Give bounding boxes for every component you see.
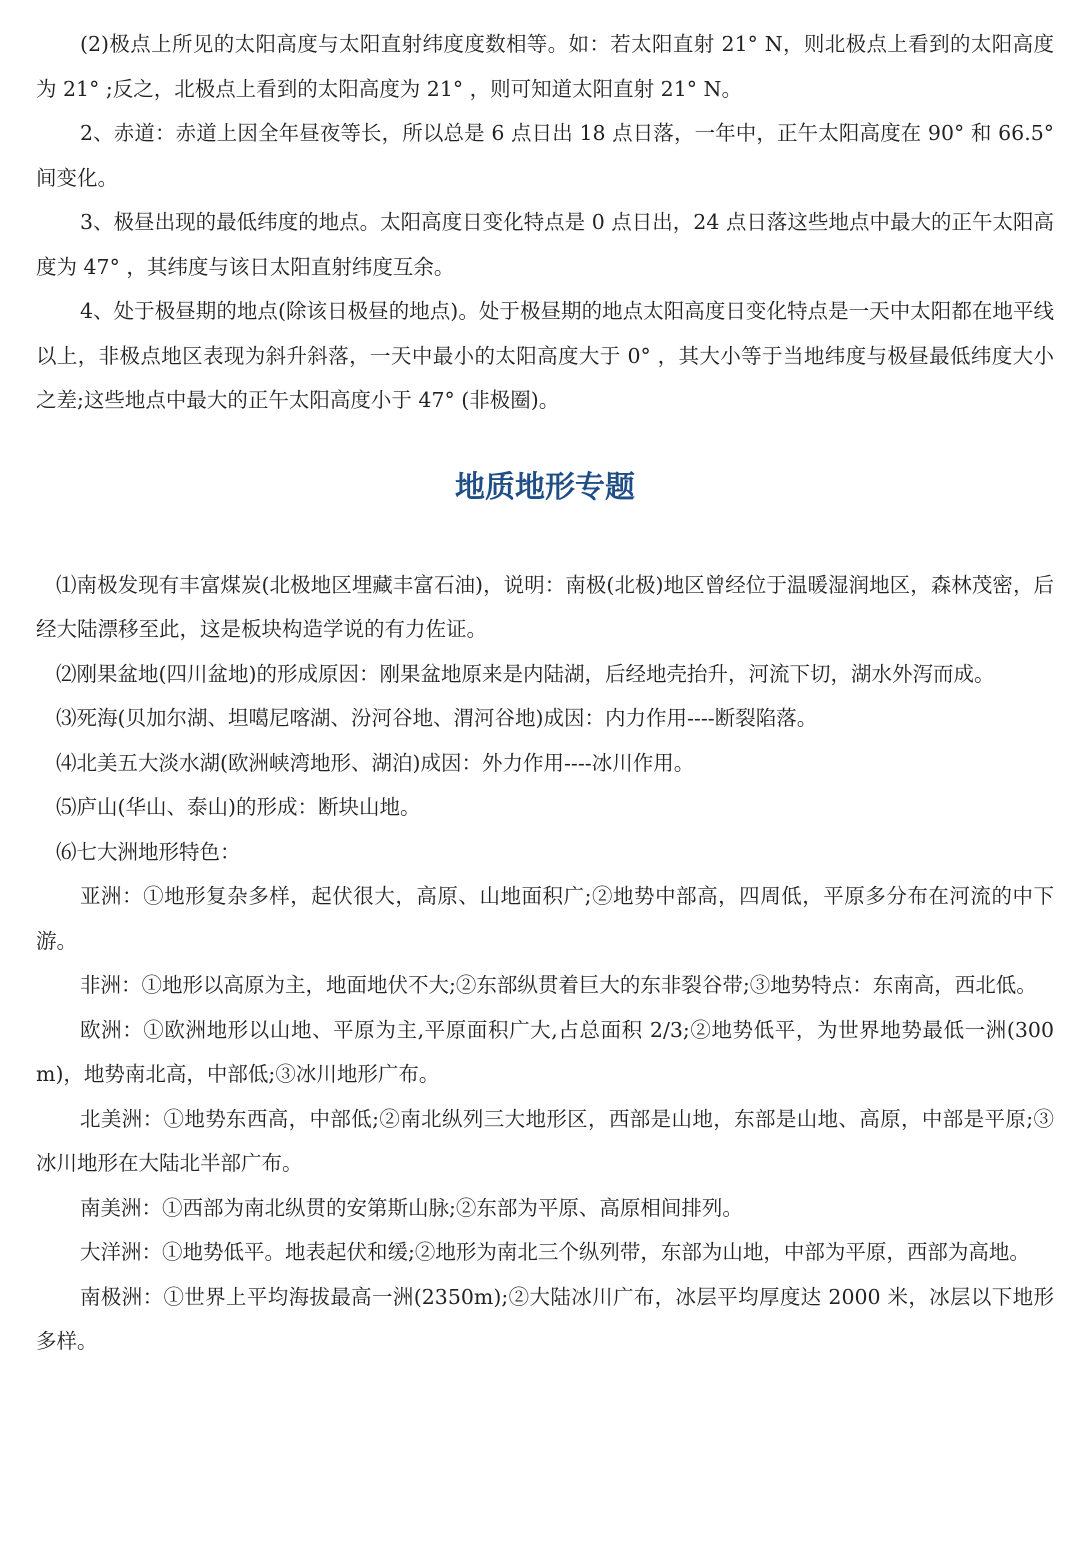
continent-north-america: 北美洲：①地势东西高，中部低;②南北纵列三大地形区，西部是山地，东部是山地、高原，中部是平原;③冰川地形在大陆北半部广布。 — [36, 1106, 1054, 1175]
section-paragraph-3: ⑶死海(贝加尔湖、坦噶尼喀湖、汾河谷地、渭河谷地)成因：内力作用----断裂陷落。 — [56, 706, 818, 730]
continent-south-america: 南美洲：①西部为南北纵贯的安第斯山脉;②东部为平原、高原相间排列。 — [80, 1195, 743, 1220]
intro-paragraph-4: 4、处于极昼期的地点(除该日极昼的地点)。处于极昼期的地点太阳高度日变化特点是一天中太阳都在地平线以上，非极点地区表现为斜升斜落，一天中最小的太阳高度大于 0° ，其大小等于当地纬度与极昼最低纬度大小之差;这些地点中最大的正午太阳高度小于 47° (非极圈)。 — [36, 299, 1054, 412]
spacer — [36, 511, 1054, 563]
section-paragraph-6: ⑹七大洲地形特色： — [56, 839, 241, 864]
section-paragraph-2: ⑵刚果盆地(四川盆地)的形成原因：刚果盆地原来是内陆湖，后经地壳抬升，河流下切，湖水外泻而成。 — [56, 661, 995, 686]
continent-antarctica: 南极洲：①世界上平均海拔最高一洲(2350m);②大陆冰川广布，冰层平均厚度达 2000 米，冰层以下地形多样。 — [36, 1284, 1054, 1353]
section-paragraph-4: ⑷北美五大淡水湖(欧洲峡湾地形、湖泊)成因：外力作用----冰川作用。 — [56, 750, 695, 775]
document-page — [36, 22, 1054, 1364]
continent-europe: 欧洲：①欧洲地形以山地、平原为主,平原面积广大,占总面积 2/3;②地势低平，为世界地势最低一洲(300m)，地势南北高，中部低;③冰川地形广布。 — [36, 1017, 1054, 1086]
section-paragraph-1: ⑴南极发现有丰富煤炭(北极地区埋藏丰富石油)，说明：南极(北极)地区曾经位于温暖湿润地区，森林茂密，后经大陆漂移至此，这是板块构造学说的有力佐证。 — [36, 572, 1054, 641]
continent-oceania: 大洋洲：①地势低平。地表起伏和缓;②地形为南北三个纵列带，东部为山地，中部为平原，西部为高地。 — [80, 1240, 1030, 1264]
continent-africa: 非洲：①地形以高原为主，地面地伏不大;②东部纵贯着巨大的东非裂谷带;③地势特点：东南高，西北低。 — [80, 973, 1037, 997]
intro-paragraph-1: (2)极点上所见的太阳高度与太阳直射纬度度数相等。如：若太阳直射 21° N，则北极点上看到的太阳高度为 21° ;反之，北极点上看到的太阳高度为 21° ，则可知道太阳直射 21° N。 — [36, 32, 1054, 101]
intro-paragraph-2: 2、赤道：赤道上因全年昼夜等长，所以总是 6 点日出 18 点日落，一年中，正午太阳高度在 90° 和 66.5° 间变化。 — [36, 121, 1054, 190]
continent-asia: 亚洲：①地形复杂多样，起伏很大，高原、山地面积广;②地势中部高，四周低，平原多分布在河流的中下游。 — [36, 884, 1054, 953]
intro-paragraph-3: 3、极昼出现的最低纬度的地点。太阳高度日变化特点是 0 点日出，24 点日落这些地点中最大的正午太阳高度为 47° ，其纬度与该日太阳直射纬度互余。 — [36, 210, 1054, 279]
section-title: 地质地形专题 — [455, 469, 635, 505]
spacer — [36, 423, 1054, 465]
section-paragraph-5: ⑸庐山(华山、泰山)的形成：断块山地。 — [56, 795, 421, 819]
